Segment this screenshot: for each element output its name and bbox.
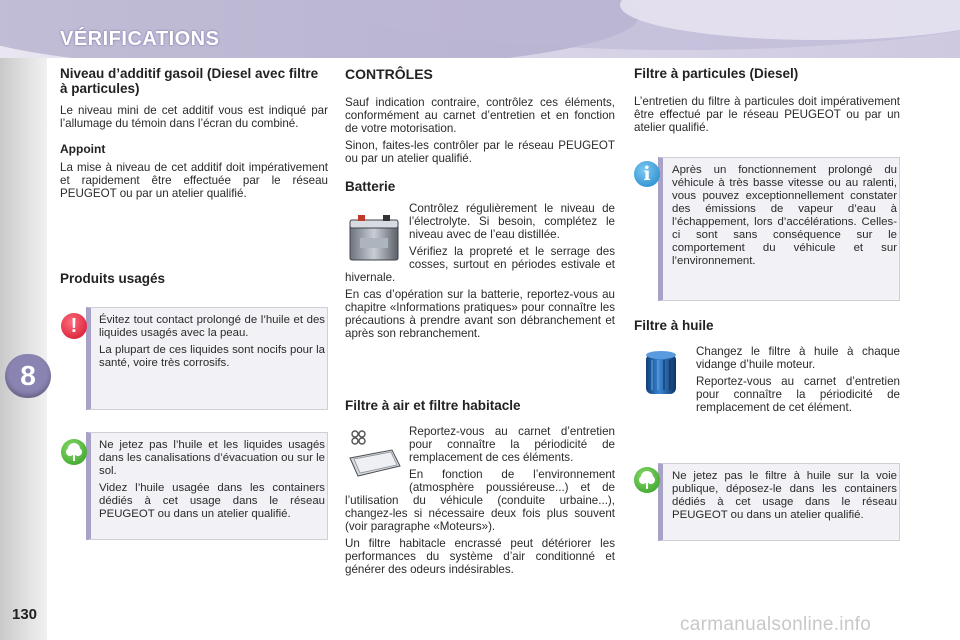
additive-section bbox=[60, 66, 328, 200]
appoint-title: Appoint bbox=[60, 142, 106, 156]
particle-filter-text: L’entretien du filtre à particules doit impérativement être effectué par le réseau PEUGEOT ou par un atelier qualifié. bbox=[634, 95, 900, 134]
eco-text: Ne jetez pas l’huile et les liquides usagés dans les canalisations d’évacuation ou sur le sol. bbox=[99, 439, 325, 477]
oil-eco-text: Ne jetez pas le filtre à huile sur la voie publique, déposez-le dans les containers dédiés à cet usage dans le réseau PEUGEOT ou dans un atelier qualifié. bbox=[672, 470, 897, 521]
battery-title: Batterie bbox=[345, 179, 396, 194]
appoint-text: La mise à niveau de cet additif doit impérativement et rapidement être effectuée par le réseau PEUGEOT ou par un atelier qualifié. bbox=[60, 161, 328, 200]
info-box bbox=[658, 157, 900, 301]
info-icon: i bbox=[634, 161, 660, 187]
battery-text: Contrôlez régulièrement le niveau de l’électrolyte. Si besoin, complétez le niveau avec de l’eau distillée. bbox=[409, 202, 615, 241]
air-filter-text: En fonction de l’environnement (atmosphère poussiéreuse...) et de l’utilisation du véhicule (conduite urbaine...), changez-les si nécessaire deux fois plus souvent (voir paragraphe «Moteurs»). bbox=[345, 468, 615, 533]
air-filter-icon bbox=[346, 428, 402, 480]
warning-exclamation-icon: ! bbox=[61, 313, 87, 339]
oil-filter-text: Reportez-vous au carnet d’entretien pour connaître la périodicité de remplacement de cet élément. bbox=[696, 375, 900, 414]
particle-filter-section bbox=[634, 66, 900, 134]
page-number: 130 bbox=[12, 606, 38, 623]
battery-text: En cas d’opération sur la batterie, reportez-vous au chapitre «Informations pratiques» pour connaître les précautions à prendre avant son débranchement et après son rebranchement. bbox=[345, 288, 615, 340]
warning-text: Évitez tout contact prolongé de l’huile et des liquides usagés avec la peau. bbox=[99, 314, 325, 339]
header-band bbox=[0, 0, 960, 58]
controls-section bbox=[345, 66, 615, 340]
info-text: Après un fonctionnement prolongé du véhicule à très basse vitesse ou au ralenti, vous pouvez exceptionnellement constater des émissions de vapeur d’eau à l’échappement, lors d’accélérations. Celles-ci sont sans conséquence sur le comportement du véhicule et sur l’environnement. bbox=[672, 164, 897, 267]
used-products-title: Produits usagés bbox=[60, 271, 166, 286]
battery-icon bbox=[346, 212, 402, 264]
additive-text: Le niveau mini de cet additif vous est indiqué par l’allumage du témoin dans l’écran du combiné. bbox=[60, 104, 328, 130]
eco-text: Videz l’huile usagée dans les containers dédiés à cet usage dans le réseau PEUGEOT ou dans un atelier qualifié. bbox=[99, 482, 325, 520]
controls-title: CONTRÔLES bbox=[345, 66, 433, 82]
chapter-tab: 8 bbox=[5, 354, 51, 398]
air-filter-text: Reportez-vous au carnet d’entretien pour connaître la périodicité de remplacement de ces éléments. bbox=[409, 425, 615, 464]
controls-text: Sinon, faites-les contrôler par le réseau PEUGEOT ou par un atelier qualifié. bbox=[345, 139, 615, 165]
battery-text: Vérifiez la propreté et le serrage des cosses, surtout en périodes estivale et hivernale. bbox=[345, 245, 615, 284]
additive-title: Niveau d’additif gasoil (Diesel avec filtre à particules) bbox=[60, 66, 319, 96]
air-filter-text: Un filtre habitacle encrassé peut détériorer les performances du système d’air conditionné et générer des odeurs indésirables. bbox=[345, 537, 615, 576]
oil-filter-text: Changez le filtre à huile à chaque vidange d’huile moteur. bbox=[696, 345, 900, 371]
oil-eco-box bbox=[658, 463, 900, 541]
tree-icon bbox=[61, 439, 87, 465]
tree-icon bbox=[634, 467, 660, 493]
warning-text: La plupart de ces liquides sont nocifs pour la santé, voire très corrosifs. bbox=[99, 344, 325, 369]
controls-text: Sauf indication contraire, contrôlez ces éléments, conformément au carnet d’entretien et en fonction de votre motorisation. bbox=[345, 96, 615, 135]
oil-filter-title: Filtre à huile bbox=[634, 318, 714, 333]
warning-box bbox=[86, 307, 328, 410]
eco-box bbox=[86, 432, 328, 540]
air-filter-title: Filtre à air et filtre habitacle bbox=[345, 398, 521, 413]
oil-filter-icon bbox=[641, 348, 681, 398]
watermark: carmanualsonline.info bbox=[680, 614, 872, 635]
left-margin-strip bbox=[0, 58, 47, 640]
page-title: VÉRIFICATIONS bbox=[60, 28, 220, 50]
air-filter-section bbox=[345, 398, 615, 576]
oil-filter-text-block bbox=[696, 345, 900, 414]
particle-filter-title: Filtre à particules (Diesel) bbox=[634, 66, 799, 81]
